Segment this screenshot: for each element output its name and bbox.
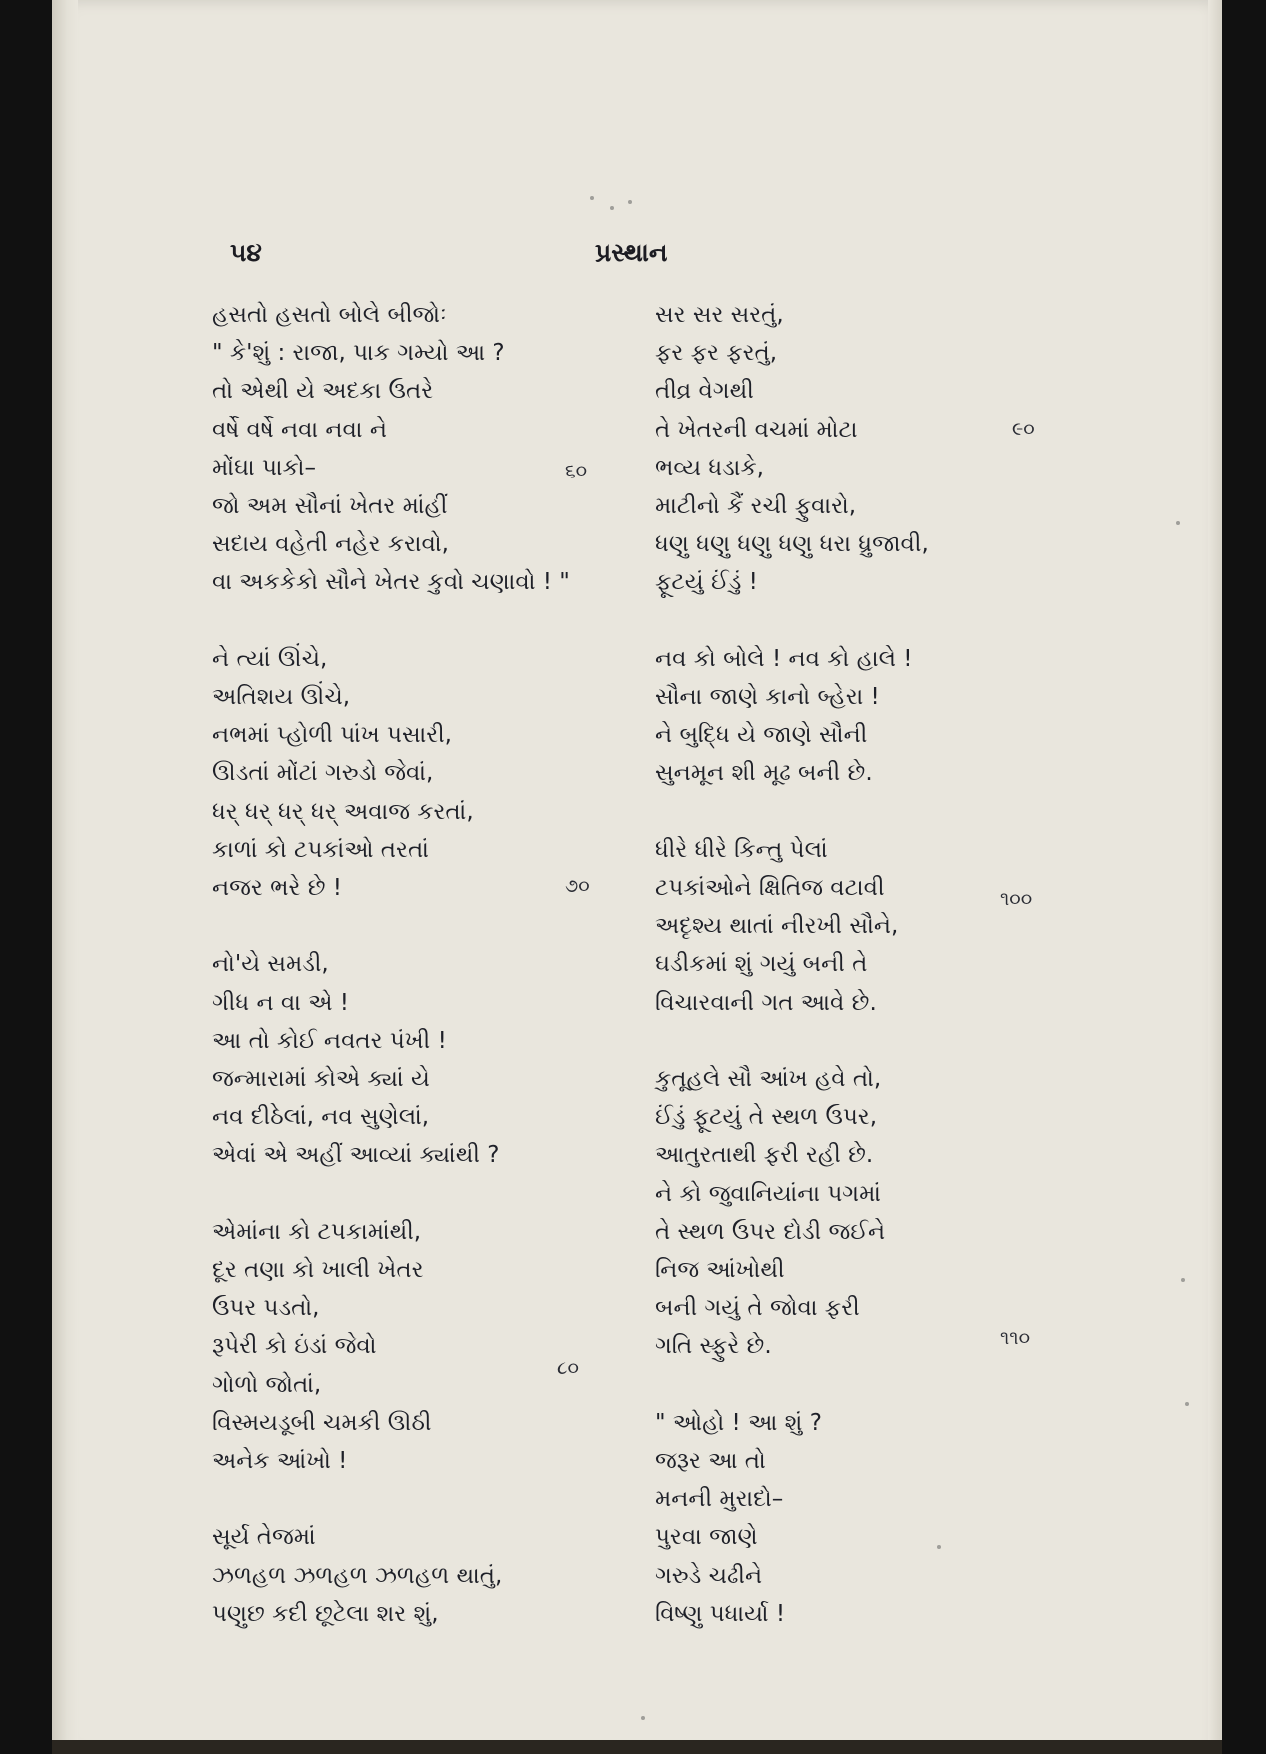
poem-line: ગરુડે ચઢીને bbox=[655, 1562, 763, 1589]
poem-line: વર્ષે વર્ષે નવા નવા ને bbox=[212, 416, 387, 443]
poem-line: તે ખેતરની વચમાં મોટા bbox=[655, 416, 858, 443]
poem-line: સર સર સરતું, bbox=[655, 302, 784, 328]
poem-line: સૌના જાણે કાનો બ્હેરા ! bbox=[655, 684, 880, 710]
line-number: ૧૦૦ bbox=[1000, 888, 1033, 910]
poem-line: ઊડતાં મોંટાં ગરુડો જેવાં, bbox=[212, 760, 434, 787]
poem-line: ને બુદ્ધિ યે જાણે સૌની bbox=[655, 722, 868, 749]
poem-line: અનેક આંખો ! bbox=[212, 1448, 348, 1474]
line-number: ૭૦ bbox=[565, 875, 590, 897]
poem-line: જરૂર આ તો bbox=[655, 1448, 766, 1474]
poem-line: કાળાં કો ટપકાંઓ તરતાં bbox=[212, 836, 429, 863]
poem-line: " કે'શું : રાજા, પાક ગમ્યો આ ? bbox=[212, 340, 505, 367]
poem-line: નો'યે સમડી, bbox=[212, 951, 329, 978]
poem-line: વિચારવાની ગત આવે છે. bbox=[655, 989, 877, 1016]
poem-line: એમાંના કો ટપકામાંથી, bbox=[212, 1218, 422, 1245]
poem-line: મોંઘા પાકો– bbox=[212, 454, 317, 481]
poem-line: આ તો કોઈ નવતર પંખી ! bbox=[212, 1027, 447, 1054]
poem-line: નજર ભરે છે ! bbox=[212, 875, 343, 901]
poem-line: ઘડીકમાં શું ગયું બની તે bbox=[655, 951, 868, 978]
poem-line: " ઓહો ! આ શું ? bbox=[655, 1409, 822, 1436]
poem-line: વા અકકેકો સૌને ખેતર કુવો ચણાવો ! " bbox=[212, 569, 570, 596]
poem-line: સદાય વહેતી નહેર કરાવો, bbox=[212, 531, 449, 558]
poem-line: પણુછ કદી છૂટેલા શર શું, bbox=[212, 1600, 439, 1627]
poem-line: પુરવા જાણે bbox=[655, 1524, 758, 1551]
poem-line: રૂપેરી કો ઇંડાં જેવો bbox=[212, 1333, 377, 1360]
poem-line: ફર ફર ફરતું, bbox=[655, 340, 778, 367]
poem-line: વિષ્ણુ પધાર્યા ! bbox=[655, 1600, 786, 1627]
poem-line: તો એથી યે અદકા ઉતરે bbox=[212, 378, 434, 405]
poem-line: હસતો હસતો બોલે બીજોઃ bbox=[212, 302, 447, 328]
page-right-edge bbox=[1208, 0, 1222, 1754]
poem-line: આતુરતાથી ફરી રહી છે. bbox=[655, 1142, 874, 1169]
poem-line: એવાં એ અહીં આવ્યાં ક્યાંથી ? bbox=[212, 1142, 500, 1169]
poem-line: ગતિ સ્ફુરે છે. bbox=[655, 1333, 772, 1360]
poem-line: સુનમૂન શી મૂઢ બની છે. bbox=[655, 760, 873, 787]
poem-line: નવ દીઠેલાં, નવ સુણેલાં, bbox=[212, 1104, 430, 1131]
poem-line: નિજ આંખોથી bbox=[655, 1257, 785, 1283]
line-number: ૬૦ bbox=[565, 460, 588, 482]
poem-line: માટીનો કૈં રચી ફુવારો, bbox=[655, 493, 857, 519]
poem-line: ગોળો જોતાં, bbox=[212, 1371, 322, 1398]
poem-line: ઈંડું ફૂટયું તે સ્થળ ઉપર, bbox=[655, 1104, 878, 1131]
poem-line: તે સ્થળ ઉપર દોડી જઈને bbox=[655, 1218, 886, 1245]
line-number: ૮૦ bbox=[557, 1357, 579, 1379]
poem-line: દૂર તણા કો ખાલી ખેતર bbox=[212, 1257, 424, 1283]
poem-line: જો અમ સૌનાં ખેતર માંહીં bbox=[212, 493, 448, 519]
poem-line: જન્મારામાં કોએ ક્યાં યે bbox=[212, 1066, 430, 1092]
page-number: ૫૪ bbox=[230, 238, 262, 267]
poem-line: નવ કો બોલે ! નવ કો હાલે ! bbox=[655, 645, 913, 672]
poem-line: મનની મુરાદો– bbox=[655, 1486, 784, 1513]
poem-line: ને કો જુવાનિયાંના પગમાં bbox=[655, 1180, 881, 1207]
page-title: પ્રસ્થાન bbox=[595, 238, 668, 267]
poem-line: ધીરે ધીરે કિન્તુ પેલાં bbox=[655, 836, 828, 863]
poem-line: બની ગયું તે જોવા ફરી bbox=[655, 1295, 860, 1322]
poem-line: કુતૂહલે સૌ આંખ હવે તો, bbox=[655, 1066, 882, 1092]
poem-line: અદૃશ્ય થાતાં નીરખી સૌને, bbox=[655, 913, 899, 940]
poem-line: અતિશય ઊંચે, bbox=[212, 684, 351, 710]
poem-line: વિસ્મયડૂબી ચમકી ઊઠી bbox=[212, 1409, 432, 1436]
line-number: ૯૦ bbox=[1012, 418, 1035, 440]
poem-line: નભમાં પ્હોળી પાંખ પસારી, bbox=[212, 722, 452, 749]
poem-line: ગીધ ન વા એ ! bbox=[212, 989, 349, 1016]
page-left-edge bbox=[52, 0, 78, 1754]
poem-line: ટપકાંઓને ક્ષિતિજ વટાવી bbox=[655, 875, 885, 901]
poem-line: ધણુ ધણુ ધણુ ધણુ ધરા ધ્રુજાવી, bbox=[655, 531, 929, 558]
poem-line: ફૂટયું ઈંડું ! bbox=[655, 569, 758, 596]
poem-line: ઉપર પડતો, bbox=[212, 1295, 320, 1322]
poem-line: ભવ્ય ધડાકે, bbox=[655, 454, 764, 481]
poem-line: ધર્ ધર્ ધર્ ધર્ અવાજ કરતાં, bbox=[212, 798, 474, 825]
poem-line: સૂર્ય તેજમાં bbox=[212, 1524, 316, 1551]
poem-line: ને ત્યાં ઊંચે, bbox=[212, 645, 328, 672]
page-bottom-strip bbox=[52, 1740, 1222, 1754]
poem-line: તીવ્ર વેગથી bbox=[655, 378, 754, 405]
poem-line: ઝળહળ ઝળહળ ઝળહળ થાતું, bbox=[212, 1562, 503, 1589]
line-number: ૧૧૦ bbox=[1000, 1327, 1031, 1349]
